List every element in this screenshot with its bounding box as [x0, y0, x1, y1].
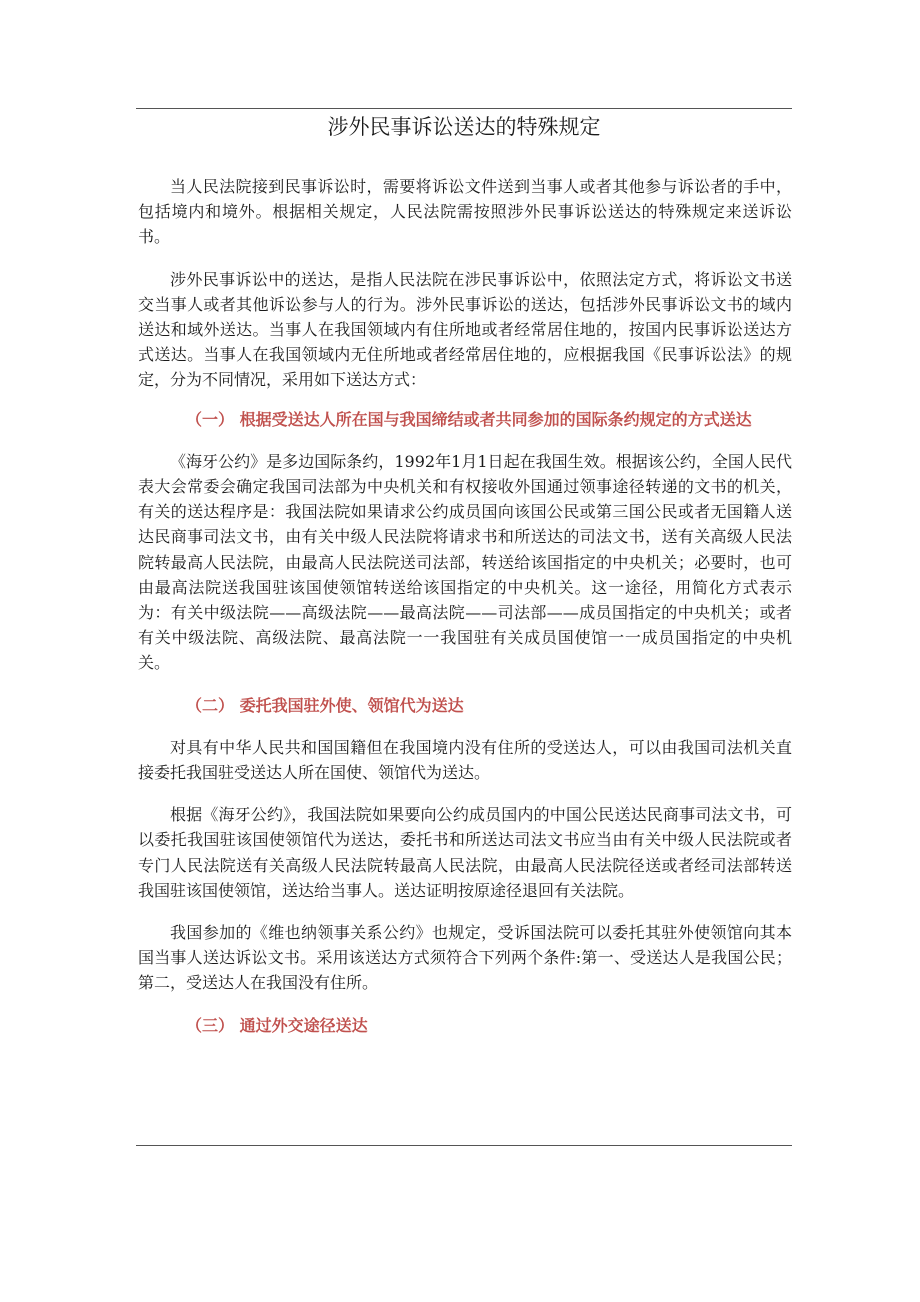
intro-paragraph: 当人民法院接到民事诉讼时，需要将诉讼文件送到当事人或者其他参与诉讼者的手中，包括境内和境外。根据相关规定，人民法院需按照涉外民事诉讼送达的特殊规定来送诉讼书。 [138, 177, 792, 247]
section-heading-1: （一） 根据受送达人所在国与我国缔结或者共同参加的国际条约规定的方式送达 [186, 409, 752, 429]
paragraph-spacer [138, 432, 792, 449]
paragraph-spacer [138, 676, 792, 693]
paragraph-spacer [138, 393, 792, 407]
paragraph-spacer [138, 718, 792, 735]
page-title: 涉外民事诉讼送达的特殊规定 [327, 115, 601, 139]
hague-embassy-paragraph: 根据《海牙公约》，我国法院如果要向公约成员国内的中国公民送达民商事司法文书，可以委托我国驻该国使领馆代为送达，委托书和所送达司法文书应当由有关中级人民法院或者专门人民法院送有关高级人民法院转最高人民法院，由最高人民法院径送或者经司法部转送我国驻该国使领馆，送达给当事人。送达证明按原途径退回有关法院。 [138, 805, 792, 900]
paragraph-spacer [138, 996, 792, 1013]
document-body [138, 174, 792, 1038]
footer-rule [136, 1145, 792, 1146]
paragraph-spacer [138, 785, 792, 802]
section-heading-2: （二） 委托我国驻外使、领馆代为送达 [186, 695, 464, 715]
paragraph-spacer [138, 250, 792, 267]
vienna-convention-paragraph: 我国参加的《维也纳领事关系公约》也规定，受诉国法院可以委托其驻外使领馆向其本国当事人送达诉讼文书。采用该送达方式须符合下列两个条件:第一、受送达人是我国公民；第二，受送达人在我国没有住所。 [138, 923, 792, 993]
consular-delivery-paragraph: 对具有中华人民共和国国籍但在我国境内没有住所的受送达人，可以由我国司法机关直接委托我国驻受送达人所在国使、领馆代为送达。 [138, 737, 792, 783]
paragraph-spacer [138, 903, 792, 920]
header-rule [136, 108, 792, 109]
hague-convention-paragraph: 《海牙公约》是多边国际条约，1992年1月1日起在我国生效。根据该公约，全国人民代表大会常委会确定我国司法部为中央机关和有权接收外国通过领事途径转递的文书的机关，有关的送达程序是：我国法院如果请求公约成员国向该国公民或第三国公民或者无国籍人送达民商事司法文书，由有关中级人民法院将请求书和所送达的司法文书，送有关高级人民法院转最高人民法院，由最高人民法院送司法部，转送给该国指定的中央机关；必要时，也可由最高法院送我国驻该国使领馆转送给该国指定的中央机关。这一途径，用简化方式表示为：有关中级法院——高级法院——最高法院——司法部——成员国指定的中央机关；或者有关中级法院、高级法院、最高法院一一我国驻有关成员国使馆一一成员国指定的中央机关。 [138, 451, 792, 673]
section-heading-3: （三） 通过外交途径送达 [186, 1015, 368, 1035]
definition-paragraph: 涉外民事诉讼中的送达，是指人民法院在涉民事诉讼中，依照法定方式，将诉讼文书送交当事人或者其他诉讼参与人的行为。涉外民事诉讼的送达，包括涉外民事诉讼文书的域内送达和域外送达。当事人在我国领域内有住所地或者经常居住地的，按国内民事诉讼送达方式送达。当事人在我国领域内无住所地或者经常居住地的，应根据我国《民事诉讼法》的规定，分为不同情况，采用如下送达方式： [138, 269, 792, 390]
